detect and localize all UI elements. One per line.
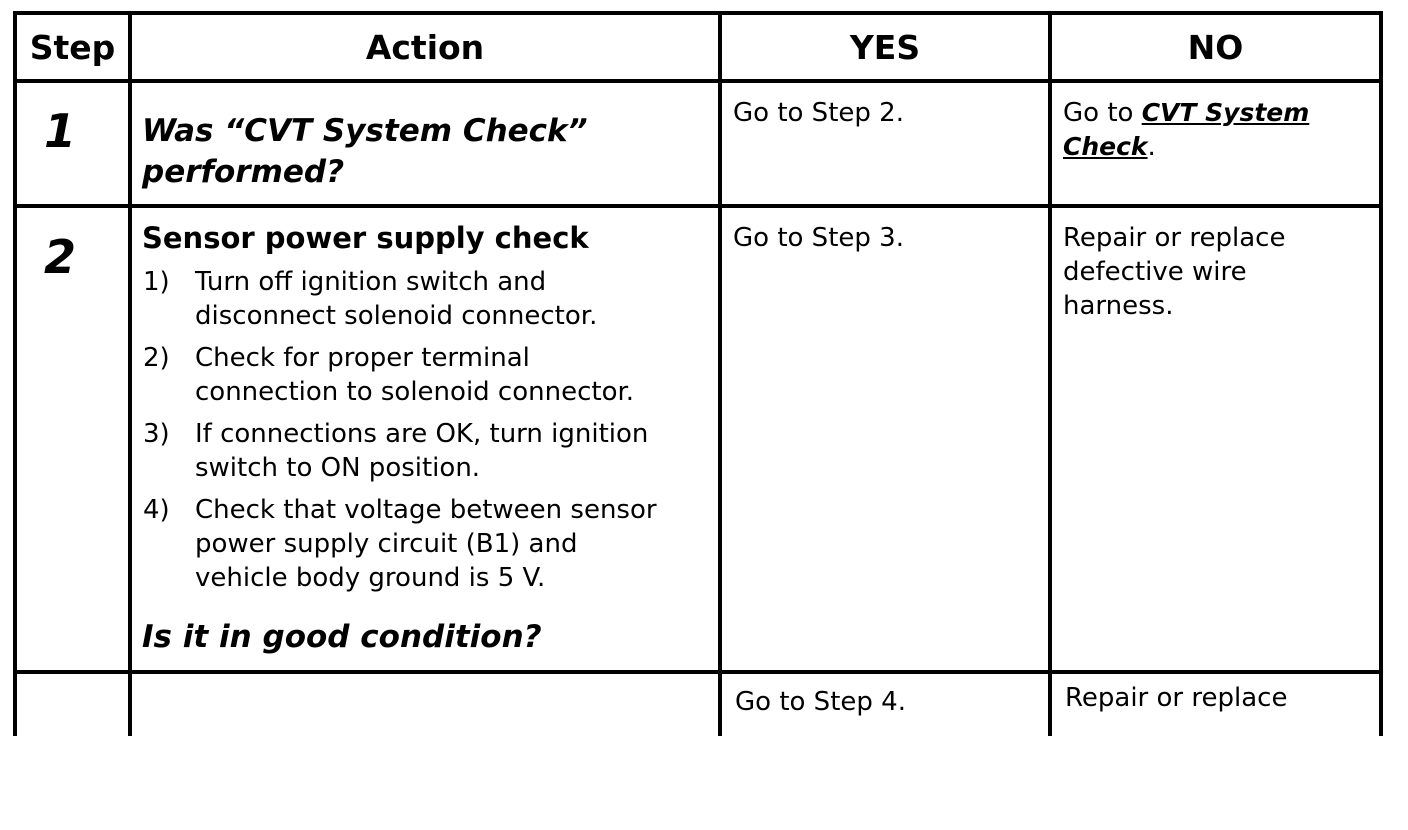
row-divider-2 xyxy=(13,670,1383,674)
column-divider-action xyxy=(128,11,132,736)
header-no: NO xyxy=(1187,28,1244,67)
row2-title: Sensor power supply check xyxy=(142,221,589,255)
list-item-number: 3) xyxy=(143,419,170,449)
list-item-text: Turn off ignition switch and disconnect solenoid connector. xyxy=(195,267,598,331)
list-item-text: Check that voltage between sensor power supply circuit (B1) and vehicle body ground is 5 V. xyxy=(195,495,657,593)
header-step: Step xyxy=(29,28,116,67)
table-border-left xyxy=(13,11,17,736)
row2-question: Is it in good condition? xyxy=(142,619,542,655)
row1-question xyxy=(142,111,712,193)
list-item-number: 2) xyxy=(143,343,170,373)
table-border-top xyxy=(13,11,1383,15)
step-number-2: 2 xyxy=(44,230,77,284)
header-yes: YES xyxy=(849,28,921,67)
cvt-system-check-link[interactable]: CVT System xyxy=(1141,98,1310,127)
column-divider-yes xyxy=(718,11,722,736)
row3-no-text: Repair or replace xyxy=(1065,683,1288,713)
row1-no-suffix: . xyxy=(1147,132,1156,162)
header-action: Action xyxy=(365,28,485,67)
list-item-number: 4) xyxy=(143,495,170,525)
cvt-system-check-link[interactable]: Check xyxy=(1063,132,1148,161)
row2-yes-text: Go to Step 3. xyxy=(733,223,904,253)
table-border-right xyxy=(1379,11,1383,736)
row1-question-line: performed? xyxy=(142,154,345,190)
row-divider-1 xyxy=(13,204,1383,208)
list-item-text: If connections are OK, turn ignition switch to ON position. xyxy=(195,419,649,483)
row1-question-line: Was “CVT System Check” xyxy=(142,113,588,149)
row2-no-text: Repair or replace defective wire harness. xyxy=(1063,223,1286,321)
header-divider xyxy=(13,79,1383,83)
step-number-1: 1 xyxy=(44,104,77,158)
row1-yes-text: Go to Step 2. xyxy=(733,98,904,128)
column-divider-no xyxy=(1048,11,1052,736)
row3-yes-text: Go to Step 4. xyxy=(735,687,906,717)
list-item-number: 1) xyxy=(143,267,170,297)
row1-no-text xyxy=(1063,96,1373,164)
list-item-text: Check for proper terminal connection to solenoid connector. xyxy=(195,343,635,407)
row1-no-prefix: Go to xyxy=(1063,98,1134,128)
